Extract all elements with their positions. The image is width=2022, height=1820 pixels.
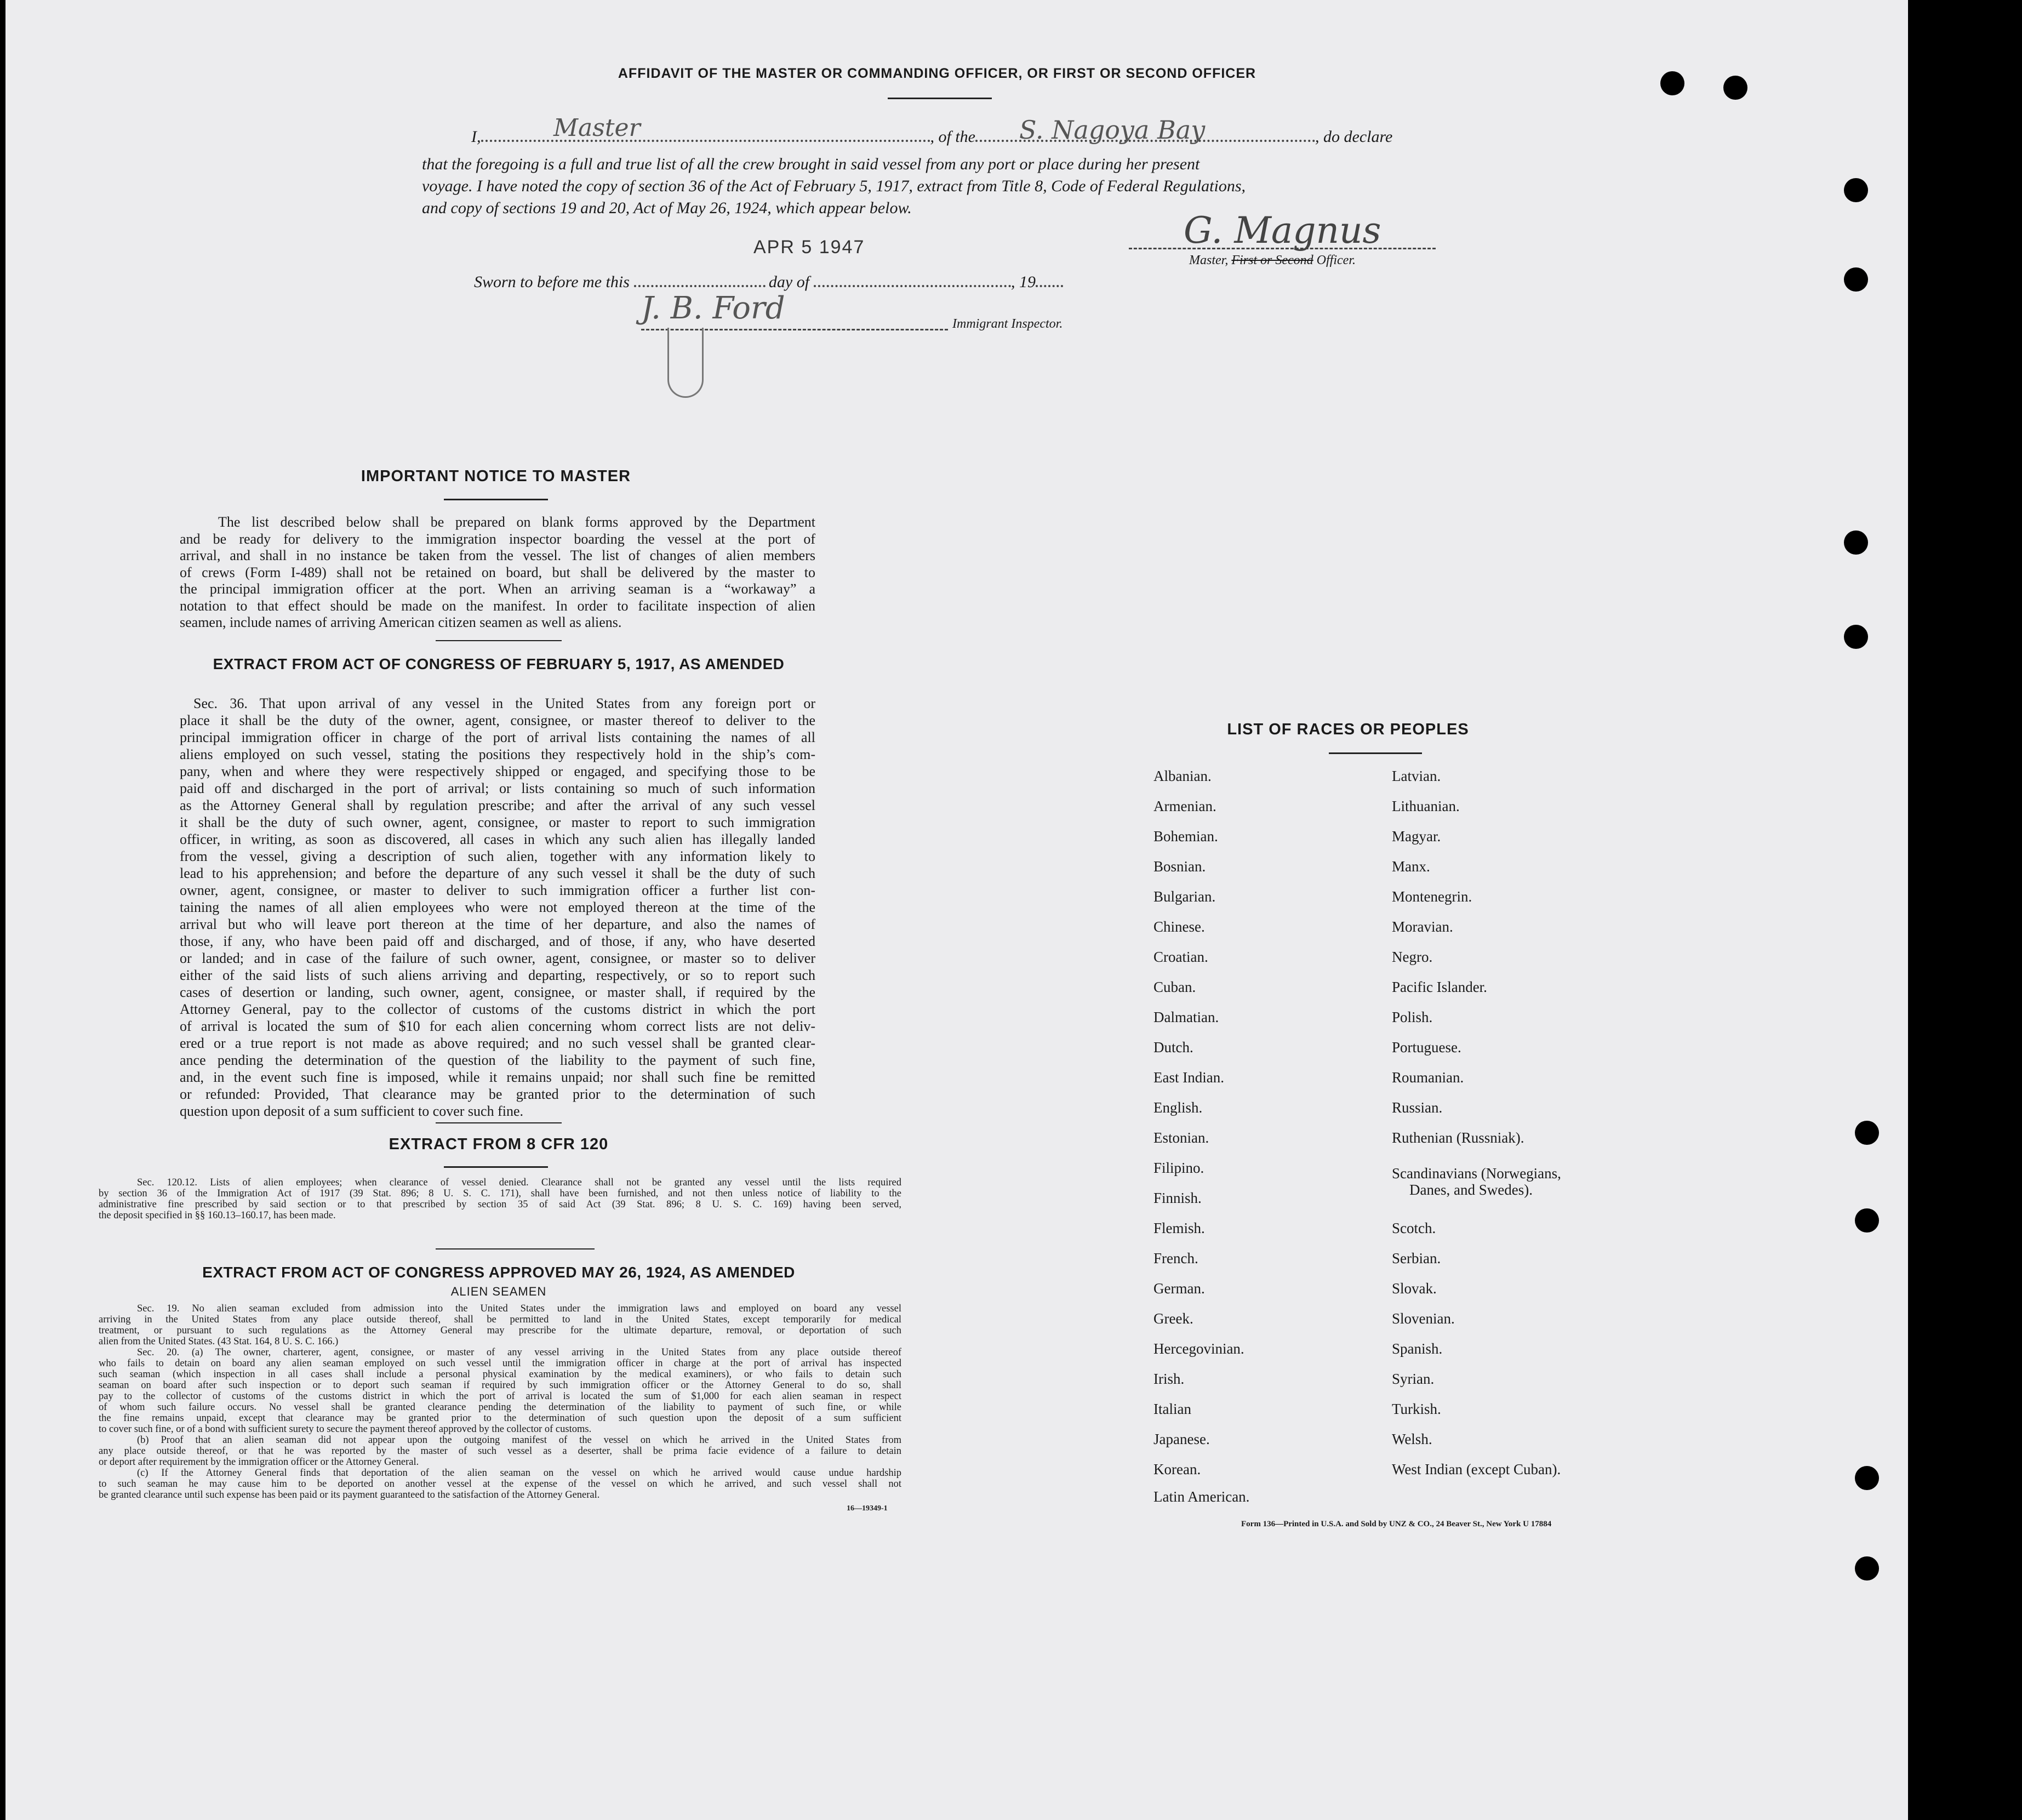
extract-1917-line: cases of desertion or landing, such owner, agent, consignee, or master shall, if required by the xyxy=(180,984,815,1000)
punch-hole xyxy=(1844,178,1868,202)
race-item: Japanese. xyxy=(1153,1431,1210,1447)
race-item: Flemish. xyxy=(1153,1220,1205,1236)
race-item: Turkish. xyxy=(1392,1401,1441,1417)
race-item: French. xyxy=(1153,1250,1198,1266)
punch-hole xyxy=(1660,71,1684,95)
race-item: Korean. xyxy=(1153,1461,1201,1477)
extract-1917-line: officer, in writing, as soon as discovered, all cases in which any such alien has illegally landed xyxy=(180,831,815,847)
extract-1917-line: principal immigration officer in charge of the port of arrival lists containing the names of all xyxy=(180,729,815,745)
1924-line: Sec. 19. No alien seaman excluded from admission into the United States under the immigration laws and employed on board any vessel xyxy=(137,1303,901,1314)
race-item: Ruthenian (Russniak). xyxy=(1392,1129,1524,1146)
notice-line: The list described below shall be prepared on blank forms approved by the Department xyxy=(218,514,815,530)
1924-line: such seaman (which inspection in all cases shall include a personal physical examination by the medical examiners), or who fails to detain such xyxy=(99,1369,901,1380)
notice-line: seamen, include names of arriving American citizen seamen as well as aliens. xyxy=(180,614,622,630)
sworn-day-field[interactable] xyxy=(634,284,766,287)
race-item: Irish. xyxy=(1153,1371,1185,1387)
punch-hole xyxy=(1855,1466,1879,1490)
inspector-signature: J. B. Ford xyxy=(641,290,785,326)
race-item: Albanian. xyxy=(1153,768,1212,784)
race-item: Chinese. xyxy=(1153,918,1205,935)
master-name-field[interactable] xyxy=(481,139,930,142)
sworn-line: Sworn to before me this day of , 19 xyxy=(474,271,1063,293)
extract-1917-line: and, in the event such fine is imposed, while it remains unpaid; nor shall such fine be remitted xyxy=(180,1069,815,1085)
extract-cfr-body xyxy=(99,1177,901,1221)
notice-rule xyxy=(444,499,548,500)
race-item: Bulgarian. xyxy=(1153,888,1216,905)
cfr-rule xyxy=(444,1166,548,1168)
signature-line xyxy=(1129,248,1436,249)
extract-1917-line: Attorney General, pay to the collector of customs of the customs district in which the port xyxy=(180,1001,815,1017)
struck-first-second: First or Second xyxy=(1231,253,1313,267)
date-stamp: APR 5 1947 xyxy=(753,237,865,258)
race-item: English. xyxy=(1153,1099,1203,1116)
notice-line: and be ready for delivery to the immigration inspector boarding the vessel at the port of xyxy=(180,530,815,547)
extract-1917-line: paid off and discharged in the port of arrival; or lists containing so much of such information xyxy=(180,780,815,796)
race-item: Greek. xyxy=(1153,1310,1193,1327)
master-label: Master, First or Second Officer. xyxy=(1189,253,1356,267)
1924-line: (c) If the Attorney General finds that deportation of the alien seaman on the vessel on which he arrived would cause undue hardship xyxy=(137,1468,901,1479)
section-rule xyxy=(436,640,562,641)
race-item: Pacific Islander. xyxy=(1392,979,1487,995)
extract-1917-line: of arrival is located the sum of $10 for each alien concerning whom correct lists are not deliv- xyxy=(180,1018,815,1034)
race-item: Scandinavians (Norwegians, xyxy=(1392,1165,1561,1182)
punch-hole xyxy=(1844,625,1868,649)
extract-1917-line: taining the names of all alien employees who were not employed thereon at the time of the xyxy=(180,899,815,915)
race-item: Dutch. xyxy=(1153,1039,1193,1056)
inspector-label: Immigrant Inspector. xyxy=(952,317,1063,331)
race-item: Polish. xyxy=(1392,1009,1433,1025)
race-item: Cuban. xyxy=(1153,979,1196,995)
punch-hole xyxy=(1723,76,1747,100)
race-item: Bohemian. xyxy=(1153,828,1218,845)
form-code: 16—19349-1 xyxy=(847,1504,888,1513)
1924-line: or deport after requirement by the immigration officer or the Attorney General. xyxy=(99,1457,419,1468)
race-item: Latin American. xyxy=(1153,1488,1250,1505)
form-page xyxy=(5,0,1908,1820)
extract-1917-line: lead to his apprehension; and before the departure of any such vessel it shall be the duty of such xyxy=(180,865,815,881)
race-item: Lithuanian. xyxy=(1392,798,1460,814)
race-item: Bosnian. xyxy=(1153,858,1206,875)
master-signature: G. Magnus xyxy=(1184,209,1381,252)
extract-1917-line: or landed; and in case of the failure of such owner, agent, consignee, or master so to deliver xyxy=(180,950,815,966)
extract-1917-line: either of the said lists of such aliens arriving and departing, respectively, or so to report such xyxy=(180,967,815,983)
of-the-label: , of the xyxy=(930,128,975,146)
1924-line: who fails to detain on board any alien seaman employed on such vessel until the immigration officer in charge at the port of arrival has inspected xyxy=(99,1358,901,1369)
race-item: West Indian (except Cuban). xyxy=(1392,1461,1561,1477)
race-item: Negro. xyxy=(1392,949,1433,965)
extract-1917-line: aliens employed on such vessel, stating the positions they respectively hold in the ship’s com- xyxy=(180,746,815,762)
extract-1917-line: as the Attorney General shall by regulation prescribe; and after the arrival of any such vessel xyxy=(180,797,815,813)
race-item: Finnish. xyxy=(1153,1190,1202,1206)
notice-title: IMPORTANT NOTICE TO MASTER xyxy=(361,467,631,485)
extract-1924-subtitle: ALIEN SEAMEN xyxy=(450,1285,547,1298)
extract-cfr-title: EXTRACT FROM 8 CFR 120 xyxy=(389,1136,609,1153)
1924-line: Sec. 20. (a) The owner, charterer, agent, consignee, or master of any vessel arriving in the United States from any place outside thereof xyxy=(137,1347,901,1358)
do-declare-label: , do declare xyxy=(1315,128,1393,146)
extract-1917-line: place it shall be the duty of the owner, agent, consignee, or master thereof to deliver to the xyxy=(180,712,815,728)
declaration-line-4: and copy of sections 19 and 20, Act of May 26, 1924, which appear below. xyxy=(422,199,912,217)
extract-1917-line: owner, agent, consignee, or master to deliver to such immigration officer a further list con- xyxy=(180,882,815,898)
extract-1917-line: ered or a true report is not made as above required; and no such vessel shall be granted clear- xyxy=(180,1035,815,1051)
race-item: Scotch. xyxy=(1392,1220,1436,1236)
extract-1924-body xyxy=(99,1303,901,1500)
race-item: Dalmatian. xyxy=(1153,1009,1219,1025)
race-item: Russian. xyxy=(1392,1099,1443,1116)
cfr-line: by section 36 of the Immigration Act of 1917 (39 Stat. 896; 8 U. S. C. 171), shall have been furnished, and not then unless notice of liability to the xyxy=(99,1188,901,1199)
1924-line: to cover such fine, or of a bond with sufficient surety to secure the payment thereof approved by the collector of customs. xyxy=(99,1424,592,1435)
1924-line: be granted clearance until such expense has been paid or its payment guaranteed to the satisfaction of the Attorney General. xyxy=(99,1490,600,1500)
i-label: I, xyxy=(471,128,481,146)
notice-line: the principal immigration officer at the port. When an arriving seaman is a “workaway” a xyxy=(180,581,815,597)
1924-line: alien from the United States. (43 Stat. 164, 8 U. S. C. 166.) xyxy=(99,1336,339,1347)
extract-1917-line: arrival but who will leave port thereon at the time of her departure, and also the names of xyxy=(180,916,815,932)
race-item: Spanish. xyxy=(1392,1340,1443,1357)
race-item: Filipino. xyxy=(1153,1160,1204,1176)
race-item: Serbian. xyxy=(1392,1250,1441,1266)
extract-1917-line: those, if any, who have been paid off and discharged, and of those, if any, who have deserted xyxy=(180,933,815,949)
master-handwriting: Master xyxy=(553,114,641,142)
1924-line: the fine remains unpaid, except that clearance may be granted prior to the determination of such question upon the deposit of a sum sufficient xyxy=(99,1413,901,1424)
extract-1917-title: EXTRACT FROM ACT OF CONGRESS OF FEBRUARY 5, 1917, AS AMENDED xyxy=(213,655,785,672)
race-item: Estonian. xyxy=(1153,1129,1209,1146)
extract-1917-line: it shall be the duty of such owner, agent, consignee, or master to report to such immigration xyxy=(180,814,815,830)
race-item: Italian xyxy=(1153,1401,1191,1417)
race-item: Manx. xyxy=(1392,858,1430,875)
cfr-line: the deposit specified in §§ 160.13–160.17, has been made. xyxy=(99,1210,336,1221)
race-item: Moravian. xyxy=(1392,918,1453,935)
1924-line: seaman on board after such inspection or to deport such seaman if required by such immigration officer or the Attorney General to do so, shall xyxy=(99,1380,901,1391)
race-item: Syrian. xyxy=(1392,1371,1435,1387)
1924-line: pay to the collector of customs of the customs district in which the port of arrival is located the sum of $1,000 for each alien seaman in respect xyxy=(99,1391,901,1402)
1924-line: any place outside thereof, or that he was reported by the master of such vessel as a deserter, shall be prima facie evidence of a failure to detain xyxy=(99,1446,901,1457)
race-item: Armenian. xyxy=(1153,798,1216,814)
race-item: East Indian. xyxy=(1153,1069,1224,1086)
punch-hole xyxy=(1855,1208,1879,1233)
title-rule xyxy=(888,98,992,99)
race-item: Montenegrin. xyxy=(1392,888,1472,905)
signature-loop xyxy=(667,328,704,398)
sworn-month-field[interactable] xyxy=(814,284,1011,287)
footer-imprint: Form 136—Printed in U.S.A. and Sold by UNZ & CO., 24 Beaver St., New York U 17884 xyxy=(1241,1520,1552,1528)
cfr-line: administrative fine prescribed by said section or to that prescribed by section 35 of said Act (39 Stat. 896; 8 U. S. C. 169) having been served, xyxy=(99,1199,901,1210)
races-title: LIST OF RACES OR PEOPLES xyxy=(1227,721,1469,738)
race-item: Croatian. xyxy=(1153,949,1208,965)
1924-line: of whom such failure occurs. No vessel shall be granted clearance pending the determination of the liability to payment of such fine, or while xyxy=(99,1402,901,1413)
race-item: Magyar. xyxy=(1392,828,1441,845)
1924-line: (b) Proof that an alien seaman did not appear upon the outgoing manifest of the vessel on which he arrived in the United States from xyxy=(137,1435,901,1446)
race-item: Slovenian. xyxy=(1392,1310,1455,1327)
affidavit-title: AFFIDAVIT OF THE MASTER OR COMMANDING OFFICER, OR FIRST OR SECOND OFFICER xyxy=(618,66,1256,81)
notice-line: notation to that effect should be made on the manifest. In order to facilitate inspection of alien xyxy=(180,597,815,614)
sworn-year-field[interactable] xyxy=(1036,284,1063,287)
punch-hole xyxy=(1844,530,1868,555)
cfr-line: Sec. 120.12. Lists of alien employees; when clearance of vessel denied. Clearance shall not be granted any vessel until the lists required xyxy=(137,1177,901,1188)
1924-line: arriving in the United States from any place outside thereof, shall be permitted to land in the United States, except temporarily for medical xyxy=(99,1314,901,1325)
punch-hole xyxy=(1855,1121,1879,1145)
race-item: Slovak. xyxy=(1392,1280,1437,1297)
extract-1924-title: EXTRACT FROM ACT OF CONGRESS APPROVED MAY 26, 1924, AS AMENDED xyxy=(202,1264,795,1281)
extract-1917-line: or refunded: Provided, That clearance may be granted prior to the determination of such xyxy=(180,1086,815,1102)
notice-line: of crews (Form I-489) shall not be retained on board, but shall be delivered by the master to xyxy=(180,564,815,580)
races-rule xyxy=(1329,752,1422,754)
race-item: Danes, and Swedes). xyxy=(1409,1182,1533,1198)
race-item: Welsh. xyxy=(1392,1431,1432,1447)
section-rule xyxy=(436,1122,562,1123)
extract-1917-line: from the vessel, giving a description of such alien, together with any information likely to xyxy=(180,848,815,864)
extract-1917-line: ance pending the determination of the question of the liability to the payment of such fine, xyxy=(180,1052,815,1068)
race-item: German. xyxy=(1153,1280,1205,1297)
declaration-line-2: that the foregoing is a full and true list of all the crew brought in said vessel from any port or place during her present xyxy=(422,155,1200,173)
1924-line: to such seaman he may cause him to be deported on another vessel at the expense of the vessel on which he arrived, and such vessel shall not xyxy=(99,1479,901,1490)
notice-body xyxy=(180,514,815,631)
race-item: Hercegovinian. xyxy=(1153,1340,1244,1357)
race-item: Roumanian. xyxy=(1392,1069,1464,1086)
section-rule xyxy=(436,1248,595,1250)
extract-1917-line: pany, when and where they were respectively shipped or engaged, and specifying those to be xyxy=(180,763,815,779)
declaration-line-3: voyage. I have noted the copy of section 36 of the Act of February 5, 1917, extract from Title 8, Code of Federal Regulations, xyxy=(422,177,1246,195)
punch-hole xyxy=(1844,267,1868,292)
race-item: Latvian. xyxy=(1392,768,1441,784)
extract-1917-line: Sec. 36. That upon arrival of any vessel in the United States from any foreign port or xyxy=(193,695,815,711)
punch-hole xyxy=(1855,1556,1879,1581)
race-item: Portuguese. xyxy=(1392,1039,1461,1056)
1924-line: treatment, or pursuant to such regulations as the Attorney General may prescribe for the ultimate departure, removal, or deportation of such xyxy=(99,1325,901,1336)
notice-line: arrival, and shall in no instance be taken from the vessel. The list of changes of alien members xyxy=(180,547,815,563)
vessel-handwriting: S. Nagoya Bay xyxy=(1019,115,1206,145)
extract-1917-line: question upon deposit of a sum sufficient to cover such fine. xyxy=(180,1103,524,1119)
extract-1917-body xyxy=(180,695,815,1120)
